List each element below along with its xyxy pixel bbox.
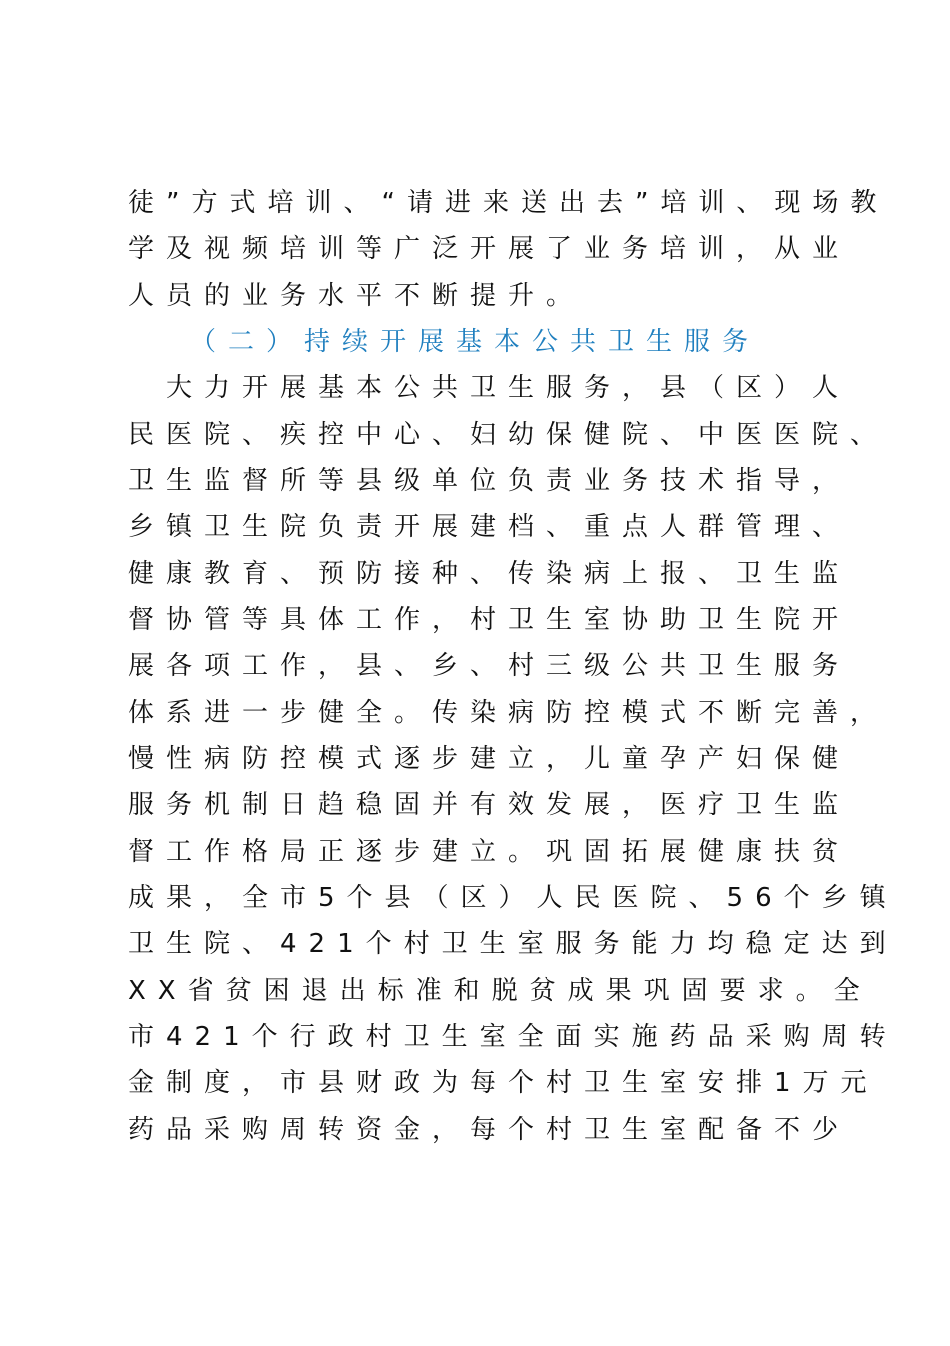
paragraph-line: 卫生监督所等县级单位负责业务技术指导， [128,466,851,496]
paragraph-line: 体系进一步健全。传染病防控模式不断完善， [128,698,889,728]
paragraph-line: 大力开展基本公共卫生服务，县（区）人 [128,373,851,403]
paragraph-line: 卫生院、421个村卫生室服务能力均稳定达到 [128,929,898,959]
paragraph-line: 服务机制日趋稳固并有效发展，医疗卫生监 [128,790,851,820]
paragraph-line: 学及视频培训等广泛开展了业务培训，从业 [128,234,851,264]
paragraph-line: 健康教育、预防接种、传染病上报、卫生监 [128,559,851,589]
paragraph-line: 市421个行政村卫生室全面实施药品采购周转 [128,1022,898,1052]
paragraph-line: 乡镇卫生院负责开展建档、重点人群管理、 [128,512,851,542]
paragraph-line: 药品采购周转资金，每个村卫生室配备不少 [128,1115,851,1145]
paragraph-line: 成果，全市5个县（区）人民医院、56个乡镇 [128,883,898,913]
paragraph-line: 徒”方式培训、“请进来送出去”培训、现场教 [128,188,889,218]
paragraph-line: 慢性病防控模式逐步建立，儿童孕产妇保健 [128,744,851,774]
paragraph-line: 展各项工作，县、乡、村三级公共卫生服务 [128,651,851,681]
paragraph-line: 人员的业务水平不断提升。 [128,281,585,311]
paragraph-line: 督工作格局正逐步建立。巩固拓展健康扶贫 [128,837,851,867]
paragraph-line: XX省贫困退出标准和脱贫成果巩固要求。全 [128,976,872,1006]
paragraph-line: 金制度，市县财政为每个村卫生室安排1万元 [128,1068,879,1098]
paragraph-line: 督协管等具体工作，村卫生室协助卫生院开 [128,605,851,635]
paragraph-line: 民医院、疾控中心、妇幼保健院、中医医院、 [128,420,889,450]
section-heading: （二）持续开展基本公共卫生服务 [190,327,761,357]
